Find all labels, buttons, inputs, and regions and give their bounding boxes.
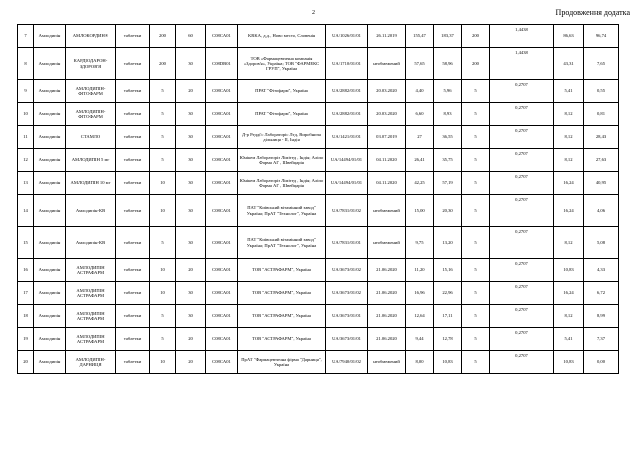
inn-name: Амлодипін	[34, 48, 66, 80]
dosage-form: таблетки	[116, 195, 150, 227]
reimbursement-amount: 16,24	[554, 282, 584, 305]
ddd-dose: 5	[462, 195, 490, 227]
ddd-dose: 200	[462, 25, 490, 48]
registration-date: 03.07.2019	[368, 126, 406, 149]
table-row	[18, 25, 619, 48]
copayment-amount: 4,06	[584, 195, 619, 227]
registration-number: UA/3673/01/02	[326, 259, 368, 282]
dose: 5	[150, 103, 176, 126]
trade-name: Амлодипін-КВ	[66, 195, 116, 227]
pack-quantity: 30	[176, 103, 206, 126]
table-row	[18, 149, 619, 172]
wholesale-price: 26,41	[406, 149, 434, 172]
reimbursement-amount: 8,12	[554, 149, 584, 172]
registration-number: UA/7831/01/01	[326, 227, 368, 259]
ddd-cost	[490, 126, 554, 149]
dosage-form: таблетки	[116, 103, 150, 126]
row-number: 9	[18, 80, 34, 103]
ddd-cost	[490, 172, 554, 195]
pack-quantity: 30	[176, 48, 206, 80]
manufacturer: ПрАТ "Фармацевтична фірма "Дарниця", Україна	[238, 351, 326, 374]
atc-code: C08CA01	[206, 305, 238, 328]
wholesale-price: 42,25	[406, 172, 434, 195]
ddd-cost	[490, 227, 554, 259]
registration-date: 21.06.2020	[368, 305, 406, 328]
table-row	[18, 328, 619, 351]
retail-price: 183,37	[434, 25, 462, 48]
atc-code: C08CA01	[206, 351, 238, 374]
reimbursement-amount: 5,41	[554, 80, 584, 103]
ddd-cost-value: 0,2707	[515, 105, 528, 110]
registration-number: UA/7940/01/02	[326, 351, 368, 374]
dose: 5	[150, 227, 176, 259]
ddd-cost-value: 0,2707	[515, 174, 528, 179]
retail-price: 8,93	[434, 103, 462, 126]
ddd-cost-value: 0,2707	[515, 261, 528, 266]
wholesale-price: 11,20	[406, 259, 434, 282]
atc-code: C08CA01	[206, 172, 238, 195]
trade-name: АМЛОДИПІН АСТРАФАРМ	[66, 305, 116, 328]
registration-number: UA/3673/01/01	[326, 328, 368, 351]
dosage-form: таблетки	[116, 80, 150, 103]
registration-number: UA/2882/01/01	[326, 80, 368, 103]
registration-number: UA/14494/01/01	[326, 172, 368, 195]
ddd-dose: 5	[462, 351, 490, 374]
inn-name: Амлодипін	[34, 282, 66, 305]
trade-name: АМЛОДИПІН АСТРАФАРМ	[66, 328, 116, 351]
reimbursement-amount: 5,41	[554, 328, 584, 351]
manufacturer: ТОВ "АСТРАФАРМ", Україна	[238, 259, 326, 282]
dose: 5	[150, 149, 176, 172]
ddd-cost	[490, 282, 554, 305]
row-number: 12	[18, 149, 34, 172]
registration-date: необмежений	[368, 48, 406, 80]
pack-quantity: 30	[176, 282, 206, 305]
table-row	[18, 103, 619, 126]
registration-date: необмежений	[368, 195, 406, 227]
copayment-amount: 8,99	[584, 305, 619, 328]
dosage-form: таблетки	[116, 259, 150, 282]
ddd-dose: 5	[462, 328, 490, 351]
manufacturer: ТОВ "АСТРАФАРМ", Україна	[238, 328, 326, 351]
retail-price: 57,19	[434, 172, 462, 195]
table-row	[18, 195, 619, 227]
pack-quantity: 20	[176, 259, 206, 282]
ddd-cost-value: 0,2707	[515, 82, 528, 87]
manufacturer: ПАТ "Київський вітамінний завод" Україна; ПрАТ "Технолог", Україна	[238, 227, 326, 259]
atc-code: C08CA01	[206, 80, 238, 103]
pack-quantity: 20	[176, 351, 206, 374]
ddd-cost	[490, 259, 554, 282]
retail-price: 10,83	[434, 351, 462, 374]
table-row	[18, 126, 619, 149]
retail-price: 58,96	[434, 48, 462, 80]
registration-date: 20.03.2020	[368, 103, 406, 126]
retail-price: 17,11	[434, 305, 462, 328]
page-number: 2	[312, 10, 315, 16]
inn-name: Амлодипін	[34, 25, 66, 48]
atc-code: C08CA01	[206, 126, 238, 149]
ddd-cost	[490, 149, 554, 172]
registration-date: 20.03.2020	[368, 80, 406, 103]
inn-name: Амлодипін	[34, 351, 66, 374]
inn-name: Амлодипін	[34, 195, 66, 227]
copayment-amount: 7,37	[584, 328, 619, 351]
atc-code: C08CA01	[206, 103, 238, 126]
ddd-cost-value: 0,2707	[515, 284, 528, 289]
row-number: 20	[18, 351, 34, 374]
retail-price: 22,96	[434, 282, 462, 305]
inn-name: Амлодипін	[34, 103, 66, 126]
continuation-heading: Продовження додатка	[555, 8, 630, 17]
ddd-cost-value: 0,2707	[515, 128, 528, 133]
registration-number: UA/3673/01/02	[326, 282, 368, 305]
table-row	[18, 48, 619, 80]
reimbursement-amount: 10,83	[554, 259, 584, 282]
manufacturer: Юнікем Лабораторіз Лімітед , Індія; Аліпо Фарма АГ , Швейцарія	[238, 172, 326, 195]
ddd-cost	[490, 195, 554, 227]
manufacturer: ПРАТ "Фітофарм", Україна	[238, 80, 326, 103]
dose: 10	[150, 351, 176, 374]
atc-code: C08CA01	[206, 328, 238, 351]
pack-quantity: 30	[176, 305, 206, 328]
reimbursement-amount: 43,31	[554, 48, 584, 80]
trade-name: АМЛОДИПІН 5 мг	[66, 149, 116, 172]
row-number: 7	[18, 25, 34, 48]
row-number: 13	[18, 172, 34, 195]
trade-name: АМЛОДИПІН-ДАРНИЦЯ	[66, 351, 116, 374]
wholesale-price: 16,96	[406, 282, 434, 305]
pack-quantity: 60	[176, 25, 206, 48]
row-number: 19	[18, 328, 34, 351]
row-number: 17	[18, 282, 34, 305]
copayment-amount: 40,95	[584, 172, 619, 195]
copayment-amount: 7,65	[584, 48, 619, 80]
dose: 10	[150, 172, 176, 195]
trade-name: АМЛОДИПІН АСТРАФАРМ	[66, 259, 116, 282]
ddd-cost	[490, 328, 554, 351]
ddd-dose: 5	[462, 103, 490, 126]
ddd-cost	[490, 103, 554, 126]
registration-date: 21.06.2020	[368, 259, 406, 282]
registration-number: UA/1710/01/01	[326, 48, 368, 80]
reimbursement-amount: 86,63	[554, 25, 584, 48]
reimbursement-amount: 8,12	[554, 305, 584, 328]
ddd-dose: 5	[462, 149, 490, 172]
reimbursement-amount: 16,24	[554, 195, 584, 227]
atc-code: C08CA01	[206, 149, 238, 172]
ddd-dose: 5	[462, 282, 490, 305]
dose: 200	[150, 48, 176, 80]
copayment-amount: 96,74	[584, 25, 619, 48]
row-number: 8	[18, 48, 34, 80]
ddd-dose: 5	[462, 172, 490, 195]
table-row	[18, 172, 619, 195]
registration-date: 21.06.2020	[368, 282, 406, 305]
registration-date: 04.11.2020	[368, 149, 406, 172]
trade-name: СТАМЛО	[66, 126, 116, 149]
pack-quantity: 30	[176, 126, 206, 149]
table-row	[18, 227, 619, 259]
dosage-form: таблетки	[116, 328, 150, 351]
ddd-dose: 5	[462, 305, 490, 328]
table-row	[18, 282, 619, 305]
dosage-form: таблетки	[116, 149, 150, 172]
trade-name: АМЛОДИПІН-ФІТОФАРМ	[66, 80, 116, 103]
registration-number: UA/7831/01/02	[326, 195, 368, 227]
trade-name: АМЛОДИПІН-ФІТОФАРМ	[66, 103, 116, 126]
retail-price: 12,78	[434, 328, 462, 351]
ddd-cost-value: 0,2707	[515, 229, 528, 234]
manufacturer: Д-р Редді'с Лабораторіс Лтд, Виробнича дільниця - II, Індія	[238, 126, 326, 149]
trade-name: АМЛОКОРДИН®	[66, 25, 116, 48]
registration-number: UA/1421/01/01	[326, 126, 368, 149]
dosage-form: таблетки	[116, 282, 150, 305]
registration-number: UA/1026/01/01	[326, 25, 368, 48]
dose: 200	[150, 25, 176, 48]
registration-date: 26.11.2019	[368, 25, 406, 48]
drug-price-table	[17, 24, 619, 374]
wholesale-price: 57,65	[406, 48, 434, 80]
pack-quantity: 30	[176, 195, 206, 227]
atc-code: C08CA01	[206, 25, 238, 48]
reimbursement-amount: 16,24	[554, 172, 584, 195]
ddd-cost	[490, 48, 554, 80]
atc-code: C08DB01	[206, 48, 238, 80]
manufacturer: ПРАТ "Фітофарм", Україна	[238, 103, 326, 126]
wholesale-price: 8,00	[406, 351, 434, 374]
ddd-cost	[490, 25, 554, 48]
copayment-amount: 5,08	[584, 227, 619, 259]
retail-price: 35,75	[434, 149, 462, 172]
dosage-form: таблетки	[116, 126, 150, 149]
wholesale-price: 155,47	[406, 25, 434, 48]
pack-quantity: 30	[176, 227, 206, 259]
copayment-amount: 4,33	[584, 259, 619, 282]
pack-quantity: 30	[176, 172, 206, 195]
ddd-cost-value: 1,4438	[515, 50, 528, 55]
copayment-amount: 6,72	[584, 282, 619, 305]
manufacturer: ТОВ "АСТРАФАРМ", Україна	[238, 282, 326, 305]
table-row	[18, 259, 619, 282]
atc-code: C08CA01	[206, 195, 238, 227]
dose: 5	[150, 328, 176, 351]
ddd-cost-value: 0,2707	[515, 353, 528, 358]
row-number: 10	[18, 103, 34, 126]
row-number: 16	[18, 259, 34, 282]
pack-quantity: 30	[176, 149, 206, 172]
registration-number: UA/3673/01/01	[326, 305, 368, 328]
table-row	[18, 305, 619, 328]
retail-price: 15,16	[434, 259, 462, 282]
dosage-form: таблетки	[116, 25, 150, 48]
copayment-amount: 0,00	[584, 351, 619, 374]
inn-name: Амлодипін	[34, 172, 66, 195]
retail-price: 36,55	[434, 126, 462, 149]
dosage-form: таблетки	[116, 227, 150, 259]
manufacturer: ТОВ «Фармацевтична компанія «Здоров'я», Україна; ТОВ "ФАРМЕКС ГРУП", Україна	[238, 48, 326, 80]
dose: 10	[150, 259, 176, 282]
row-number: 14	[18, 195, 34, 227]
registration-number: UA/2882/01/01	[326, 103, 368, 126]
inn-name: Амлодипін	[34, 227, 66, 259]
ddd-cost-value: 1,4438	[515, 27, 528, 32]
reimbursement-amount: 8,12	[554, 103, 584, 126]
inn-name: Амлодипін	[34, 126, 66, 149]
row-number: 11	[18, 126, 34, 149]
wholesale-price: 15,00	[406, 195, 434, 227]
dose: 10	[150, 282, 176, 305]
ddd-cost	[490, 305, 554, 328]
atc-code: C08CA01	[206, 259, 238, 282]
manufacturer: KRKA, д.д., Ново место, Словенія	[238, 25, 326, 48]
manufacturer: ПАТ "Київський вітамінний завод" Україна; ПрАТ "Технолог", Україна	[238, 195, 326, 227]
copayment-amount: 0,81	[584, 103, 619, 126]
ddd-cost-value: 0,2707	[515, 197, 528, 202]
inn-name: Амлодипін	[34, 259, 66, 282]
wholesale-price: 9,44	[406, 328, 434, 351]
wholesale-price: 6,60	[406, 103, 434, 126]
ddd-cost	[490, 80, 554, 103]
dosage-form: таблетки	[116, 172, 150, 195]
registration-date: необмежений	[368, 227, 406, 259]
manufacturer: Юнікем Лабораторіз Лімітед , Індія; Аліпо Фарма АГ , Швейцарія	[238, 149, 326, 172]
registration-date: 21.06.2020	[368, 328, 406, 351]
dosage-form: таблетки	[116, 305, 150, 328]
row-number: 18	[18, 305, 34, 328]
ddd-cost-value: 0,2707	[515, 307, 528, 312]
atc-code: C08CA01	[206, 227, 238, 259]
manufacturer: ТОВ "АСТРАФАРМ", Україна	[238, 305, 326, 328]
ddd-cost-value: 0,2707	[515, 151, 528, 156]
pack-quantity: 20	[176, 328, 206, 351]
dosage-form: таблетки	[116, 48, 150, 80]
dose: 5	[150, 126, 176, 149]
ddd-cost	[490, 351, 554, 374]
table-row	[18, 80, 619, 103]
reimbursement-amount: 8,12	[554, 227, 584, 259]
wholesale-price: 12,64	[406, 305, 434, 328]
wholesale-price: 4,40	[406, 80, 434, 103]
inn-name: Амлодипін	[34, 149, 66, 172]
retail-price: 5,96	[434, 80, 462, 103]
ddd-cost-value: 0,2707	[515, 330, 528, 335]
trade-name: АМЛОДИПІН 10 мг	[66, 172, 116, 195]
reimbursement-amount: 10,83	[554, 351, 584, 374]
inn-name: Амлодипін	[34, 328, 66, 351]
retail-price: 20,30	[434, 195, 462, 227]
ddd-dose: 5	[462, 227, 490, 259]
pack-quantity: 20	[176, 80, 206, 103]
dose: 10	[150, 195, 176, 227]
retail-price: 13,20	[434, 227, 462, 259]
copayment-amount: 0,55	[584, 80, 619, 103]
atc-code: C08CA01	[206, 282, 238, 305]
registration-date: необмежений	[368, 351, 406, 374]
ddd-dose: 5	[462, 126, 490, 149]
registration-number: UA/14494/01/01	[326, 149, 368, 172]
wholesale-price: 9,75	[406, 227, 434, 259]
ddd-dose: 200	[462, 48, 490, 80]
trade-name: КАРДІОДАРОН-ЗДОРОВ'Я	[66, 48, 116, 80]
registration-date: 04.11.2020	[368, 172, 406, 195]
inn-name: Амлодипін	[34, 80, 66, 103]
row-number: 15	[18, 227, 34, 259]
dosage-form: таблетки	[116, 351, 150, 374]
dose: 5	[150, 80, 176, 103]
trade-name: Амлодипін-КВ	[66, 227, 116, 259]
ddd-dose: 5	[462, 259, 490, 282]
table-row	[18, 351, 619, 374]
inn-name: Амлодипін	[34, 305, 66, 328]
wholesale-price: 27	[406, 126, 434, 149]
trade-name: АМЛОДИПІН АСТРАФАРМ	[66, 282, 116, 305]
dose: 5	[150, 305, 176, 328]
copayment-amount: 28,43	[584, 126, 619, 149]
copayment-amount: 27,63	[584, 149, 619, 172]
ddd-dose: 5	[462, 80, 490, 103]
reimbursement-amount: 8,12	[554, 126, 584, 149]
